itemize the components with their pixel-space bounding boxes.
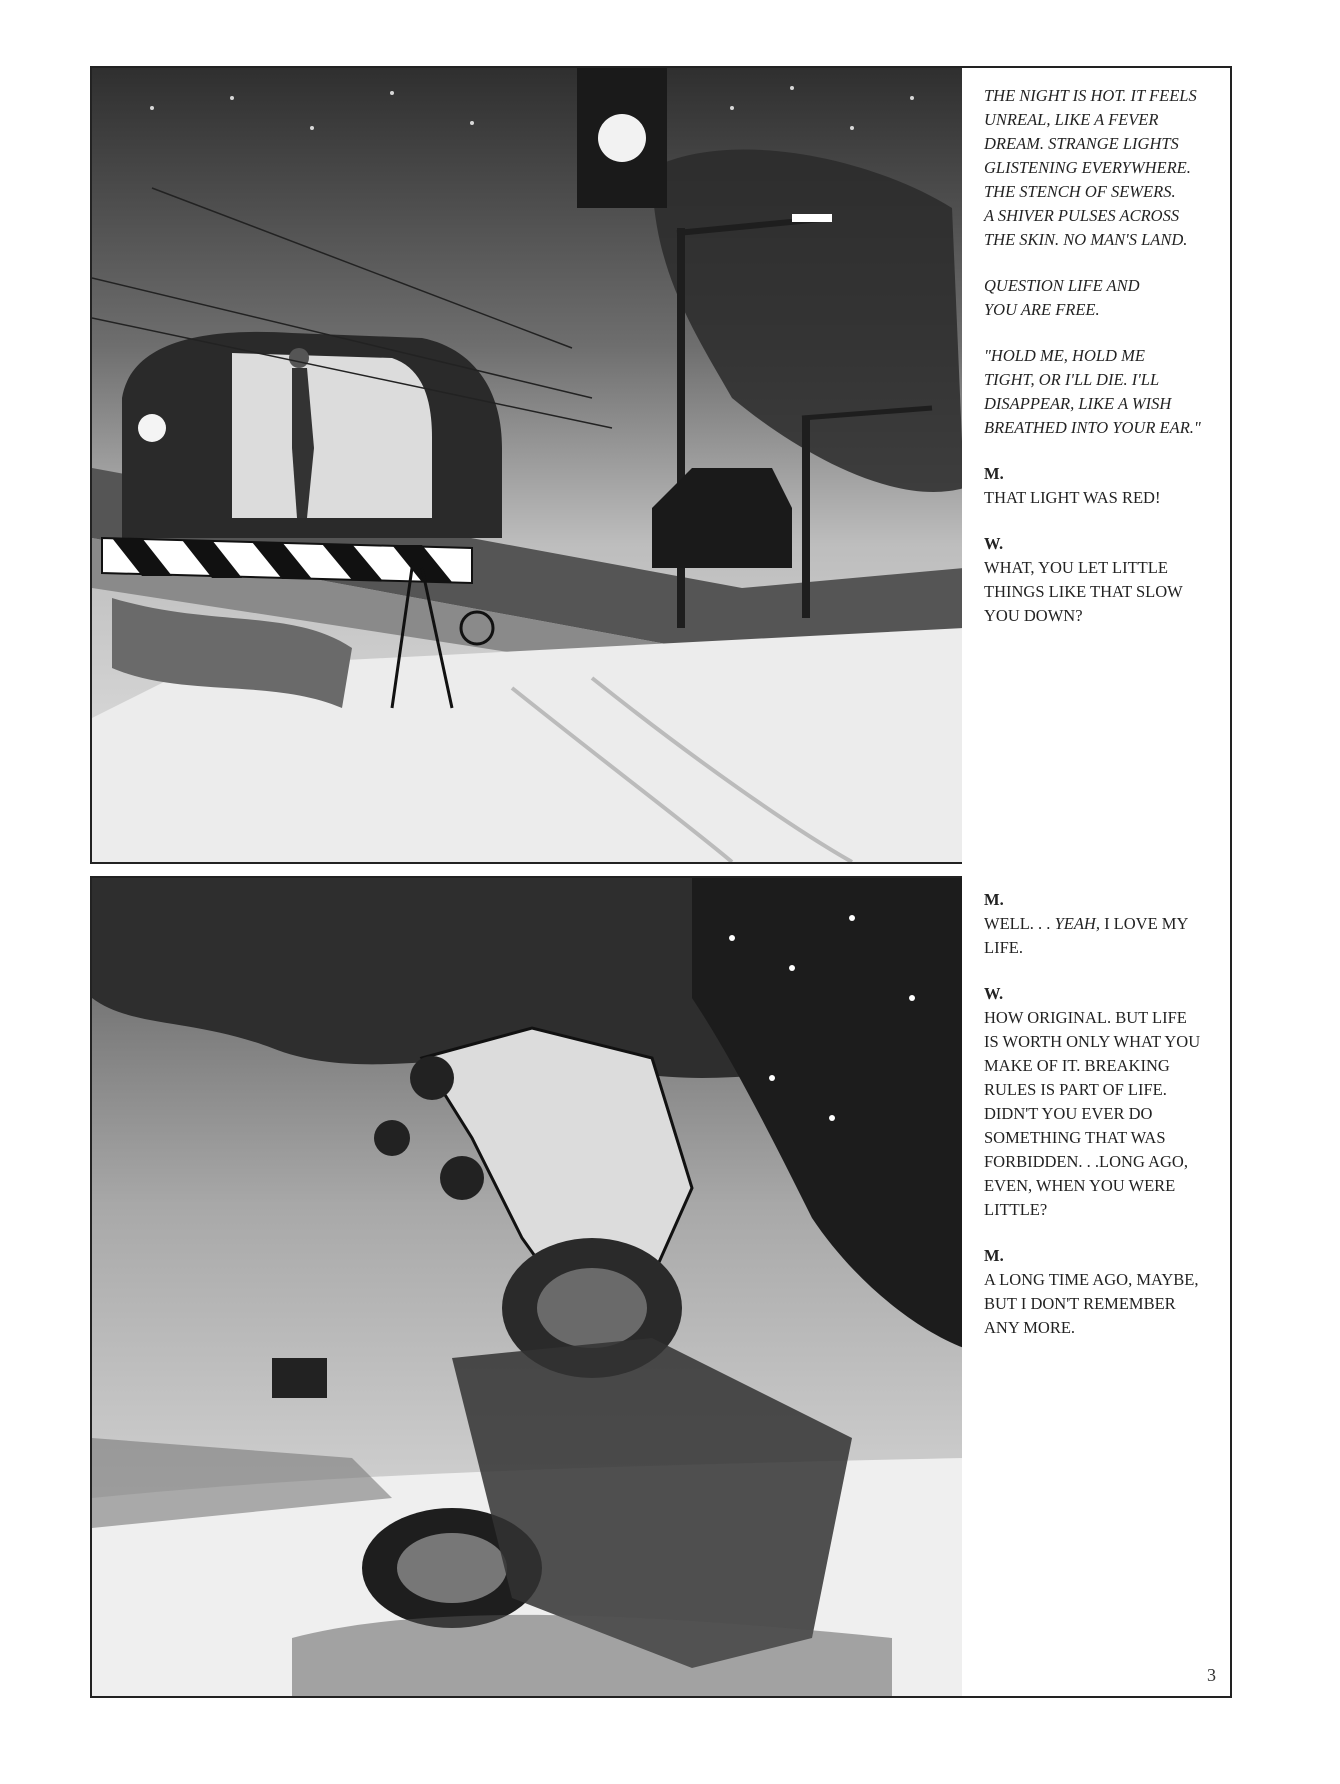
dialogue-m xyxy=(984,1244,1224,1340)
dialogue-line xyxy=(984,912,1224,936)
quote-caption xyxy=(984,344,1224,440)
quote-line: DISAPPEAR, LIKE A WISH xyxy=(984,394,1172,413)
caption-line: UNREAL, LIKE A FEVER xyxy=(984,110,1159,129)
page-number: 3 xyxy=(1207,1665,1216,1685)
caption-line: THE NIGHT IS HOT. IT FEELS xyxy=(984,86,1197,105)
panel2-text xyxy=(984,888,1224,1362)
dialogue-line: DIDN'T YOU EVER DO xyxy=(984,1104,1153,1123)
dialogue-m xyxy=(984,462,1224,510)
dialogue-line: HOW ORIGINAL. BUT LIFE xyxy=(984,1008,1187,1027)
night-street-illustration xyxy=(92,68,964,862)
dialogue-line: THAT LIGHT WAS RED! xyxy=(984,488,1161,507)
narration-caption xyxy=(984,84,1224,252)
dialogue-line: BUT I DON'T REMEMBER xyxy=(984,1294,1176,1313)
dialogue-line: IS WORTH ONLY WHAT YOU xyxy=(984,1032,1201,1051)
dialogue-line: YOU DOWN? xyxy=(984,606,1083,625)
panel1-text xyxy=(984,84,1224,650)
dialogue-fragment: I LOVE MY xyxy=(1104,914,1189,933)
dialogue-w xyxy=(984,532,1224,628)
dialogue-line: FORBIDDEN. . .LONG AGO, xyxy=(984,1152,1188,1171)
dialogue-line: ANY MORE. xyxy=(984,1318,1076,1337)
dialogue-line: WHAT, YOU LET LITTLE xyxy=(984,558,1168,577)
dialogue-m xyxy=(984,888,1224,960)
dialogue-w xyxy=(984,982,1224,1222)
quote-line: TIGHT, OR I'LL DIE. I'LL xyxy=(984,370,1160,389)
caption-line: DREAM. STRANGE LIGHTS xyxy=(984,134,1179,153)
dialogue-line: THINGS LIKE THAT SLOW xyxy=(984,582,1183,601)
dialogue-line: RULES IS PART OF LIFE. xyxy=(984,1080,1167,1099)
crashed-bike-illustration xyxy=(92,878,964,1696)
caption-line: THE SKIN. NO MAN'S LAND. xyxy=(984,230,1188,249)
dialogue-line: LIFE. xyxy=(984,938,1023,957)
dialogue-line: MAKE OF IT. BREAKING xyxy=(984,1056,1170,1075)
speaker-label: W. xyxy=(984,984,1004,1003)
dialogue-line: LITTLE? xyxy=(984,1200,1048,1219)
speaker-label: M. xyxy=(984,464,1004,483)
speaker-label: W. xyxy=(984,534,1004,553)
comic-panel-crashed-bike xyxy=(90,876,966,1698)
narration-column xyxy=(962,66,1232,1698)
quote-line: "HOLD ME, HOLD ME xyxy=(984,346,1145,365)
dialogue-fragment: WELL. . . xyxy=(984,914,1051,933)
speaker-label: M. xyxy=(984,1246,1004,1265)
dialogue-line: EVEN, WHEN YOU WERE xyxy=(984,1176,1176,1195)
speaker-label: M. xyxy=(984,890,1004,909)
quote-line: BREATHED INTO YOUR EAR." xyxy=(984,418,1201,437)
caption-line: YOU ARE FREE. xyxy=(984,300,1100,319)
comic-panel-night-street xyxy=(90,66,966,864)
narration-caption-2 xyxy=(984,274,1224,322)
dialogue-emphasis: YEAH, xyxy=(1054,914,1100,933)
caption-line: GLISTENING EVERYWHERE. xyxy=(984,158,1191,177)
caption-line: QUESTION LIFE AND xyxy=(984,276,1140,295)
dialogue-line: A LONG TIME AGO, MAYBE, xyxy=(984,1270,1199,1289)
caption-line: A SHIVER PULSES ACROSS xyxy=(984,206,1180,225)
caption-line: THE STENCH OF SEWERS. xyxy=(984,182,1176,201)
dialogue-line: SOMETHING THAT WAS xyxy=(984,1128,1166,1147)
